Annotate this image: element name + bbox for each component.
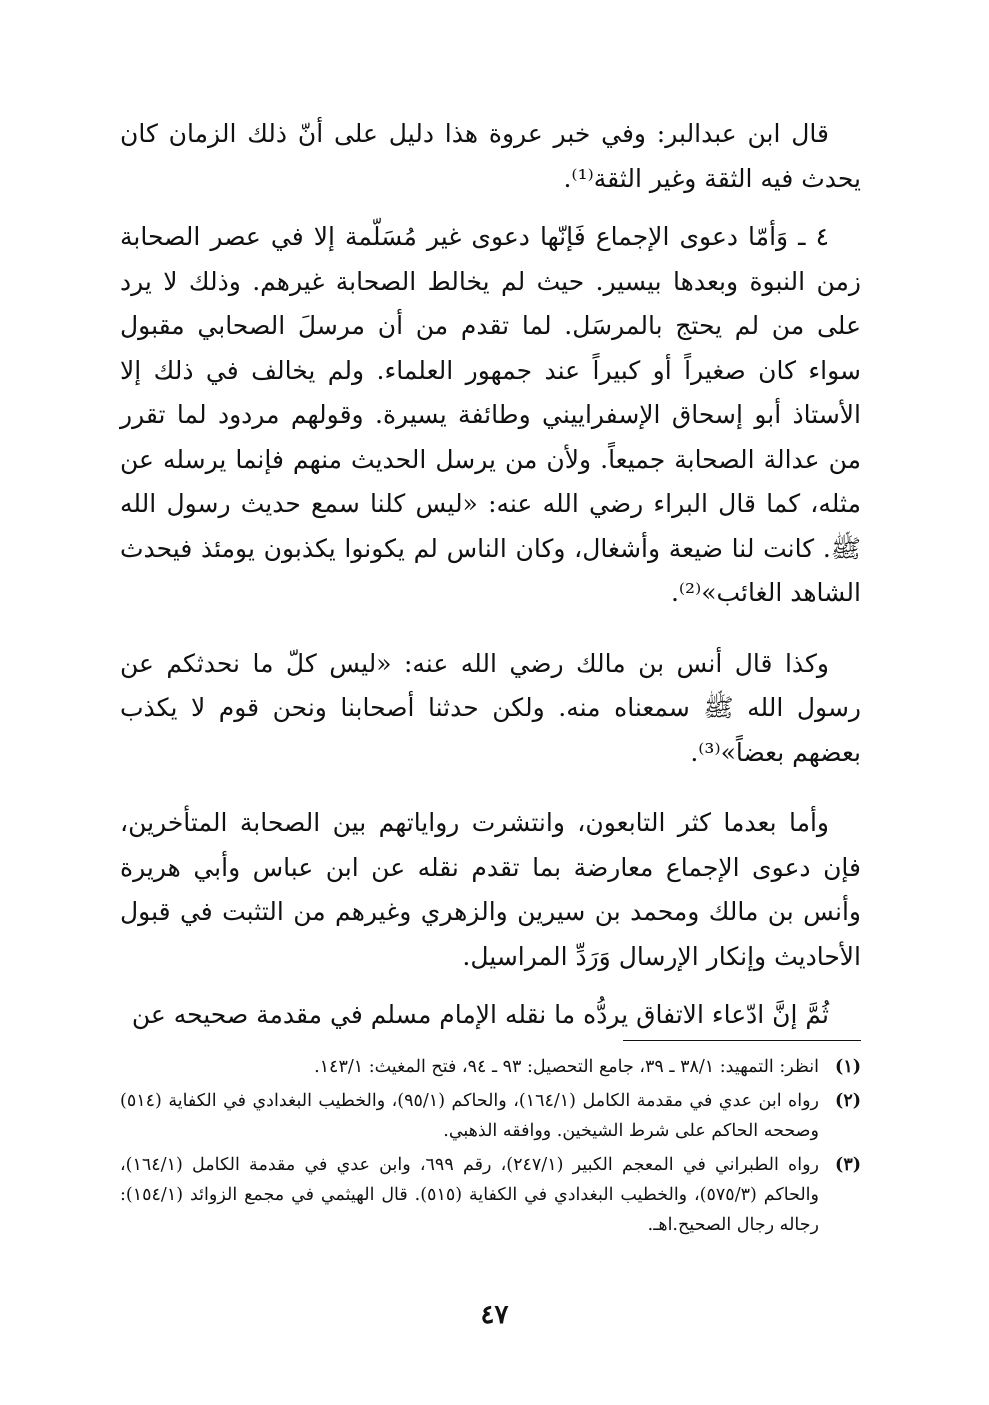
footnote-number: (٢) bbox=[835, 1091, 861, 1111]
footnote-2 bbox=[120, 1086, 861, 1146]
footnote-text: رواه ابن عدي في مقدمة الكامل (١٦٤/١)، والحاكم (٩٥/١)، والخطيب البغدادي في الكفاية (٥١٤) وصححه الحاكم على شرط الشيخين. ووافقه الذهبي. bbox=[120, 1091, 819, 1141]
footnote-number: (٣) bbox=[835, 1155, 861, 1175]
main-text bbox=[120, 112, 861, 1038]
footnote-3 bbox=[120, 1150, 861, 1240]
footnote-text: انظر: التمهيد: ٣٨/١ ـ ٣٩، جامع التحصيل: ٩٣ ـ ٩٤، فتح المغيث: ١٤٣/١. bbox=[314, 1057, 819, 1077]
paragraph-1: قال ابن عبدالبر: وفي خبر عروة هذا دليل على أنّ ذلك الزمان كان يحدث فيه الثقة وغير الثقة⁽¹⁾. bbox=[120, 119, 861, 193]
paragraph-5: ثُمَّ إنَّ ادّعاء الاتفاق يردُّه ما نقله الإمام مسلم في مقدمة صحيحه عن bbox=[131, 1000, 829, 1029]
footnote-text: رواه الطبراني في المعجم الكبير (٢٤٧/١)، رقم ٦٩٩، وابن عدي في مقدمة الكامل (١٦٤/١)، والحاكم (٥٧٥/٣)، والخطيب البغدادي في الكفاية (٥١٥). قال الهيثمي في مجمع الزوائد (١٥٤/١): رجاله رجال الصحيح.اهـ. bbox=[120, 1155, 819, 1235]
paragraph-2: ٤ ـ وَأمّا دعوى الإجماع فَإنّها دعوى غير مُسَلّمة إلا في عصر الصحابة زمن النبوة وبعدها بيسير. حيث لم يخالط الصحابة غيرهم. وذلك لا يرد على من لم يحتج بالمرسَل. لما تقدم من أن مرسلَ الصحابي مقبول سواء كان صغيراً أو كبيراً عند جمهور العلماء. ولم يخالف في ذلك إلا الأستاذ أبو إسحاق الإسفراييني وطائفة يسيرة. وقولهم مردود لما تقرر من عدالة الصحابة جميعاً. ولأن من يرسل الحديث منهم فإنما يرسله عن مثله، كما قال البراء رضي الله عنه: «ليس كلنا سمع حديث رسول الله ﷺ. كانت لنا ضيعة وأشغال، وكان الناس لم يكونوا يكذبون يومئذ فيحدث الشاهد الغائب»⁽²⁾. bbox=[120, 222, 861, 607]
page-number: ٤٧ bbox=[480, 1300, 509, 1330]
footnotes bbox=[120, 1052, 861, 1244]
footnote-1 bbox=[120, 1052, 861, 1082]
footnote-separator bbox=[623, 1040, 861, 1041]
footnote-number: (١) bbox=[835, 1057, 861, 1077]
paragraph-3: وكذا قال أنس بن مالك رضي الله عنه: «ليس كلّ ما نحدثكم عن رسول الله ﷺ سمعناه منه. ولكن حدثنا أصحابنا ونحن قوم لا يكذب بعضهم بعضاً»⁽³⁾. bbox=[120, 648, 861, 767]
paragraph-4: وأما بعدما كثر التابعون، وانتشرت رواياتهم بين الصحابة المتأخرين، فإن دعوى الإجماع معارضة بما تقدم نقله عن ابن عباس وأبي هريرة وأنس بن مالك ومحمد بن سيرين والزهري وغيرهم من التثبت في قبول الأحاديث وإنكار الإرسال وَرَدِّ المراسيل. bbox=[120, 808, 861, 971]
